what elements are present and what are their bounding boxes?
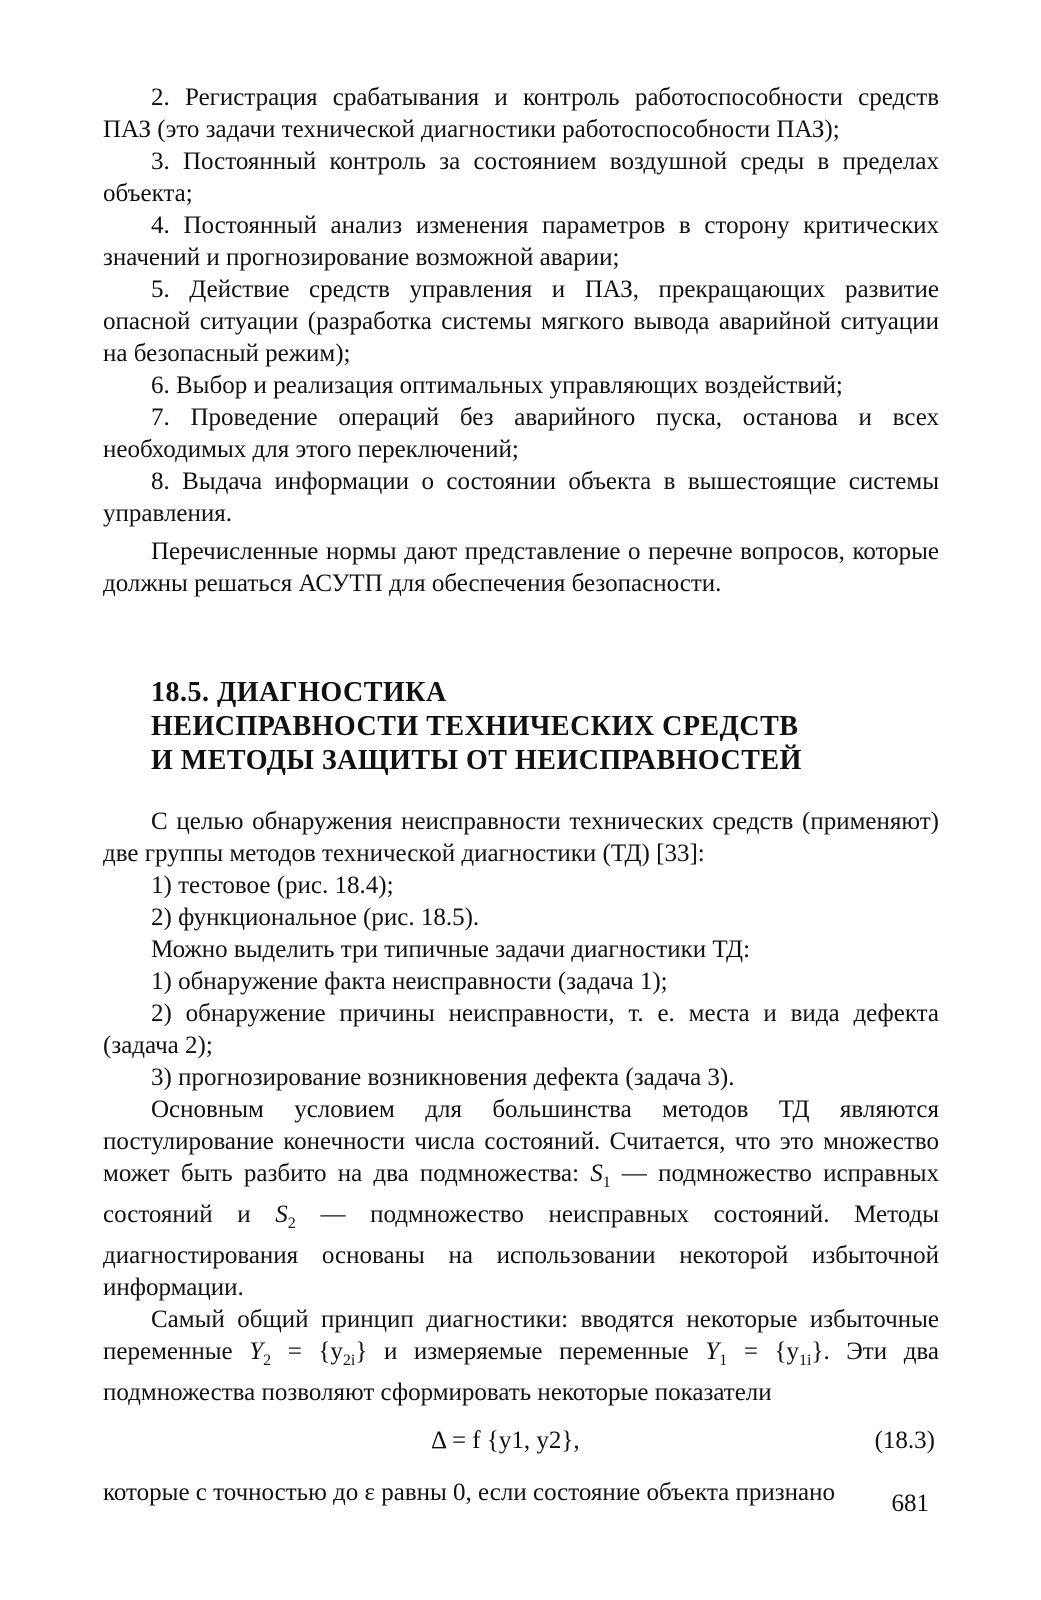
method-item: 1) тестовое (рис. 18.4);	[151, 872, 394, 899]
y2-symbol: Y	[249, 1338, 264, 1365]
s2-symbol: S	[275, 1201, 288, 1228]
task-item: 3) прогнозирование возникновения дефекта (задача 3).	[151, 1064, 735, 1091]
list-item: 5. Действие средств управления и ПАЗ, прекращающих развитие опасной ситуации (разработка системы мягкого вывода аварийной ситуации на безопасный режим);	[103, 276, 939, 367]
principle-paragraph: Самый общий принцип диагностики: вводятся некоторые избыточные переменные $Y_2 = \{y_{2i}\}$ и измеряемые переменные $Y_1 = \{y_{1i}\}$. Эти два подмножества позволяют сформировать некоторые показатели	[103, 1306, 939, 1406]
list-item: 3. Постоянный контроль за состоянием воздушной среды в пределах объекта;	[103, 148, 939, 207]
list-item: 8. Выдача информации о состоянии объекта в вышестоящие системы управления.	[103, 468, 939, 527]
task-item: 1) обнаружение факта неисправности (задача 1);	[151, 968, 668, 995]
condition-paragraph: Основным условием для большинства методов ТД являются постулирование конечности числа состояний. Считается, что это множество может быть разбито на два подмножества: $S_1$ — подмножество исправных состояний и $S_2$ — подмножество неисправных состояний. Методы диагностирования основаны на использовании некоторой избыточной информации.	[103, 1096, 940, 1301]
y1-symbol: Y	[705, 1338, 720, 1365]
summary-paragraph: Перечисленные нормы дают представление о перечне вопросов, которые должны решаться АСУТП для обеспечения безопасности.	[103, 538, 939, 597]
formula-number: (18.3)	[874, 1427, 935, 1454]
formula-row	[103, 1421, 939, 1467]
list-item: 2. Регистрация срабатывания и контроль работоспособности средств ПАЗ (это задачи технической диагностики работоспособности ПАЗ);	[103, 84, 939, 143]
intro-paragraph: С целью обнаружения неисправности технических средств (применяют) две группы методов технической диагностики (ТД) [33]:	[103, 808, 939, 867]
page-number: 681	[891, 1490, 929, 1517]
formula-expression: Δ = f {y1, y2},	[431, 1427, 580, 1454]
s1-symbol: S	[590, 1160, 603, 1187]
section-heading-line: И МЕТОДЫ ЗАЩИТЫ ОТ НЕИСПРАВНОСТЕЙ	[151, 745, 802, 776]
method-item: 2) функциональное (рис. 18.5).	[151, 904, 480, 931]
list-item: 4. Постоянный анализ изменения параметров в сторону критических значений и прогнозирование возможной аварии;	[103, 212, 939, 271]
section-heading	[151, 676, 939, 778]
task-item: 2) обнаружение причины неисправности, т. е. места и вида дефекта (задача 2);	[103, 1000, 939, 1059]
page-content	[103, 82, 939, 1509]
list-item: 6. Выбор и реализация оптимальных управляющих воздействий;	[151, 372, 843, 399]
tasks-intro: Можно выделить три типичные задачи диагностики ТД:	[151, 936, 751, 963]
section-heading-line: 18.5. ДИАГНОСТИКА	[151, 677, 447, 708]
section-heading-line: НЕИСПРАВНОСТИ ТЕХНИЧЕСКИХ СРЕДСТВ	[151, 711, 799, 742]
closing-line: которые с точностью до ε равны 0, если состояние объекта признано	[103, 1479, 836, 1506]
list-item: 7. Проведение операций без аварийного пуска, останова и всех необходимых для этого переключений;	[103, 404, 939, 463]
